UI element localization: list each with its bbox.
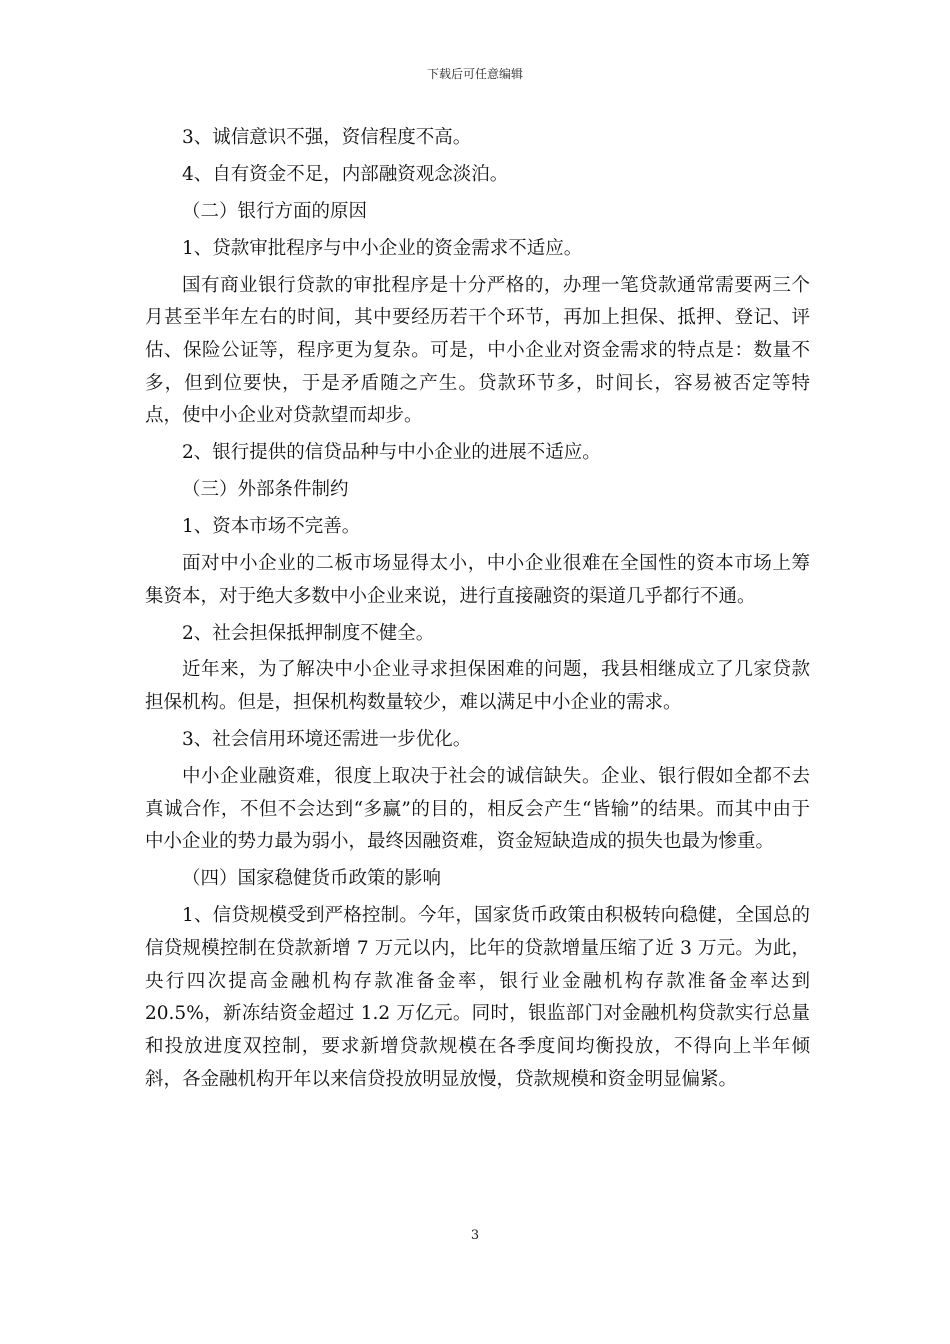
section-heading-bank: （二）银行方面的原因 — [182, 200, 368, 222]
paragraph-8: 2、社会担保抵押制度不健全。 — [182, 622, 435, 644]
paragraph-6: 1、资本市场不完善。 — [182, 516, 361, 538]
paragraph-12: 1、信贷规模受到严格控制。今年，国家货币政策由积极转向稳健，全国总的信贷规模控制在贷款新增 7 万元以内，比年的贷款增量压缩了近 3 万元。为此，央行四次提高金融机构存款准备金率，银行业金融机构存款准备金率达到 20.5%，新冻结资金超过 1.2 万亿元。同时，银监部门对金融机构贷款实行总量和投放进度双控制，要求新增贷款规模在各季度间均衡投放，不得向上半年倾斜，各金融机构开年以来信贷投放明显放慢，贷款规模和资金明显偏紧。 — [145, 905, 810, 1090]
paragraph-9: 近年来，为了解决中小企业寻求担保困难的问题，我县相继成立了几家贷款担保机构。但是，担保机构数量较少，难以满足中小企业的需求。 — [145, 659, 810, 714]
paragraph-10: 3、社会信用环境还需进一步优化。 — [182, 729, 472, 751]
page-header-note: 下载后可任意编辑 — [426, 67, 523, 81]
section-heading-external: （三）外部条件制约 — [182, 479, 349, 501]
section-heading-policy: （四）国家稳健货币政策的影响 — [182, 868, 442, 890]
paragraph-3: 1、贷款审批程序与中小企业的资金需求不适应。 — [182, 237, 583, 259]
document-body — [145, 122, 810, 1101]
paragraph-4: 国有商业银行贷款的审批程序是十分严格的，办理一笔贷款通常需要两三个月甚至半年左右的时间，其中要经历若干个环节，再加上担保、抵押、登记、评估、保险公证等，程序更为复杂。可是，中小企业对资金需求的特点是：数量不多，但到位要快，于是矛盾随之产生。贷款环节多，时间长，容易被否定等特点，使中小企业对贷款望而却步。 — [145, 274, 810, 427]
paragraph-7: 面对中小企业的二板市场显得太小，中小企业很难在全国性的资本市场上筹集资本，对于绝大多数中小企业来说，进行直接融资的渠道几乎都行不通。 — [145, 552, 810, 607]
paragraph-2: 4、自有资金不足，内部融资观念淡泊。 — [182, 163, 509, 185]
paragraph-1: 3、诚信意识不强，资信程度不高。 — [182, 127, 472, 148]
page-number: 3 — [470, 1228, 480, 1243]
paragraph-11: 中小企业融资难，很度上取决于社会的诚信缺失。企业、银行假如全都不去真诚合作，不但不会达到“多赢”的目的，相反会产生“皆输”的结果。而其中由于中小企业的势力最为弱小，最终因融资难，资金短缺造成的损失也最为惨重。 — [145, 765, 810, 853]
paragraph-5: 2、银行提供的信贷品种与中小企业的进展不适应。 — [182, 442, 601, 464]
